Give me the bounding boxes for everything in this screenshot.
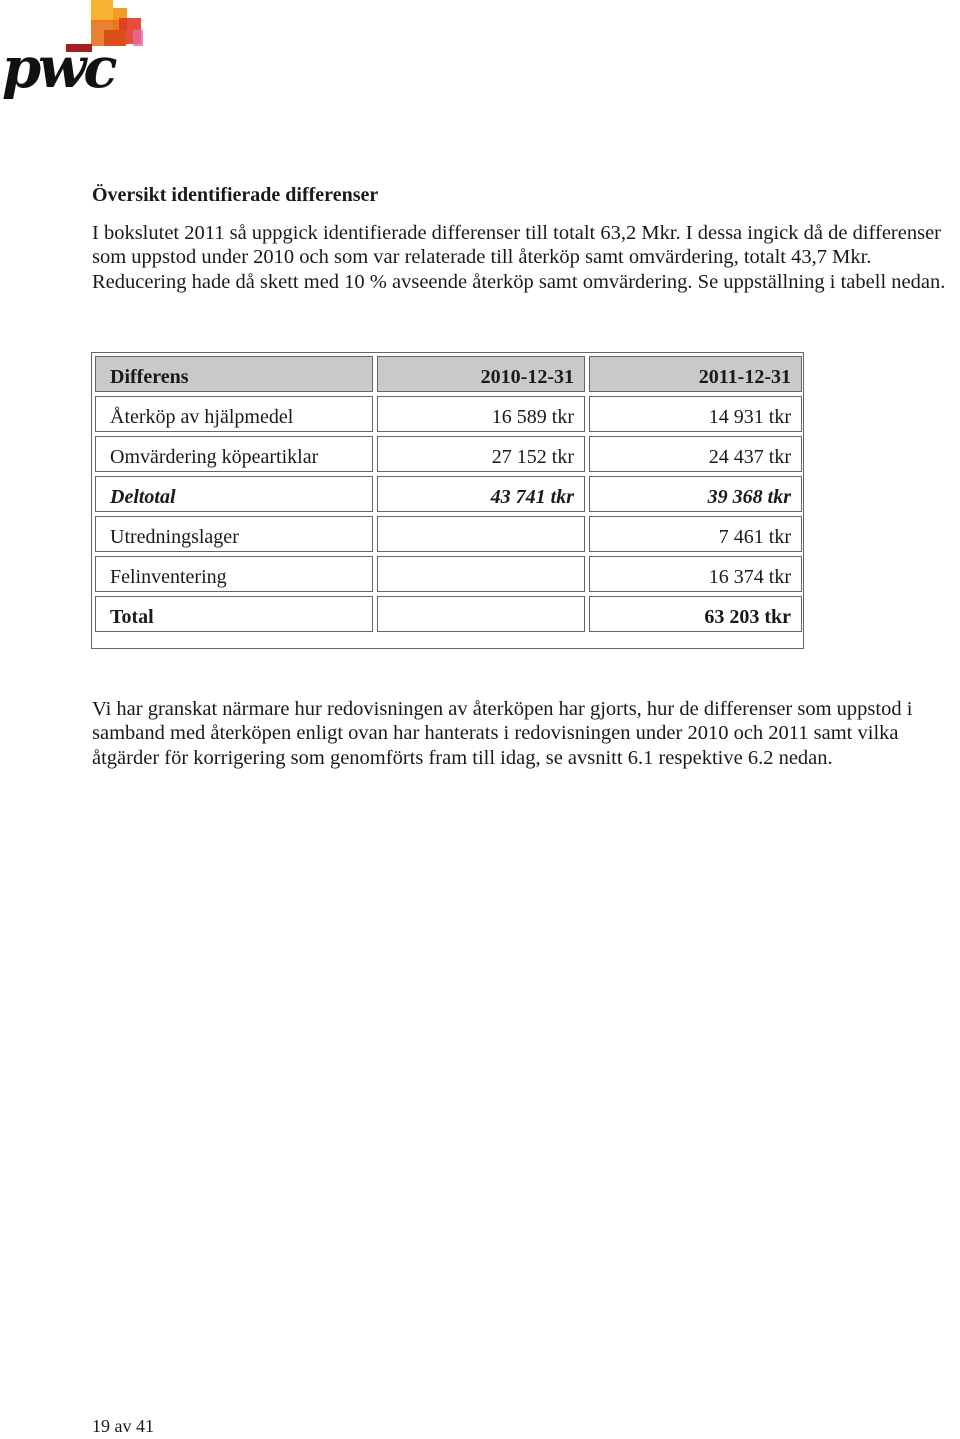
row-value-2011: 39 368 tkr — [589, 476, 802, 512]
closing-paragraph: Vi har granskat närmare hur redovisningen av återköpen har gjorts, hur de differenser som uppstod i samband med återköpen enligt ovan har hanterats i redovisningen under 2010 och 2011 samt vilka åtgärder för korrigering som genomförts fram till idag, se avsnitt 6.1 respektive 6.2 nedan. — [92, 698, 913, 769]
row-label: Total — [95, 596, 373, 632]
total-row — [95, 596, 802, 632]
page-number: 19 av 41 — [92, 1416, 154, 1436]
row-value-2010: 16 589 tkr — [377, 396, 585, 432]
table-row — [95, 396, 802, 432]
row-label: Deltotal — [95, 476, 373, 512]
subtotal-row — [95, 476, 802, 512]
row-value-2011: 16 374 tkr — [589, 556, 802, 592]
pwc-logo — [0, 0, 150, 112]
row-value-2010: 43 741 tkr — [377, 476, 585, 512]
header-2011: 2011-12-31 — [589, 356, 802, 392]
section-heading: Översikt identifierade differenser — [92, 184, 379, 206]
row-label: Återköp av hjälpmedel — [95, 396, 373, 432]
intro-paragraph: I bokslutet 2011 så uppgick identifierade differenser till totalt 63,2 Mkr. I dessa ingick då de differenser som uppstod under 2010 och som var relaterade till återköp samt omvärdering, totalt 43,7 Mkr. Reducering hade då skett med 10 % avseende återköp samt omvärdering. Se uppställning i tabell nedan. — [92, 222, 946, 293]
row-value-2011: 24 437 tkr — [589, 436, 802, 472]
row-label: Utredningslager — [95, 516, 373, 552]
row-value-2010 — [377, 596, 585, 632]
row-value-2010 — [377, 516, 585, 552]
differences-table — [91, 352, 804, 649]
row-value-2011: 14 931 tkr — [589, 396, 802, 432]
row-value-2010 — [377, 556, 585, 592]
table-row — [95, 556, 802, 592]
pwc-wordmark: pwc — [2, 35, 115, 101]
row-value-2011: 63 203 tkr — [589, 596, 802, 632]
table-row — [95, 516, 802, 552]
row-value-2010: 27 152 tkr — [377, 436, 585, 472]
table-header-row — [95, 356, 802, 392]
row-value-2011: 7 461 tkr — [589, 516, 802, 552]
row-label: Omvärdering köpeartiklar — [95, 436, 373, 472]
header-2010: 2010-12-31 — [377, 356, 585, 392]
header-differens: Differens — [95, 356, 373, 392]
row-label: Felinventering — [95, 556, 373, 592]
table-row — [95, 436, 802, 472]
